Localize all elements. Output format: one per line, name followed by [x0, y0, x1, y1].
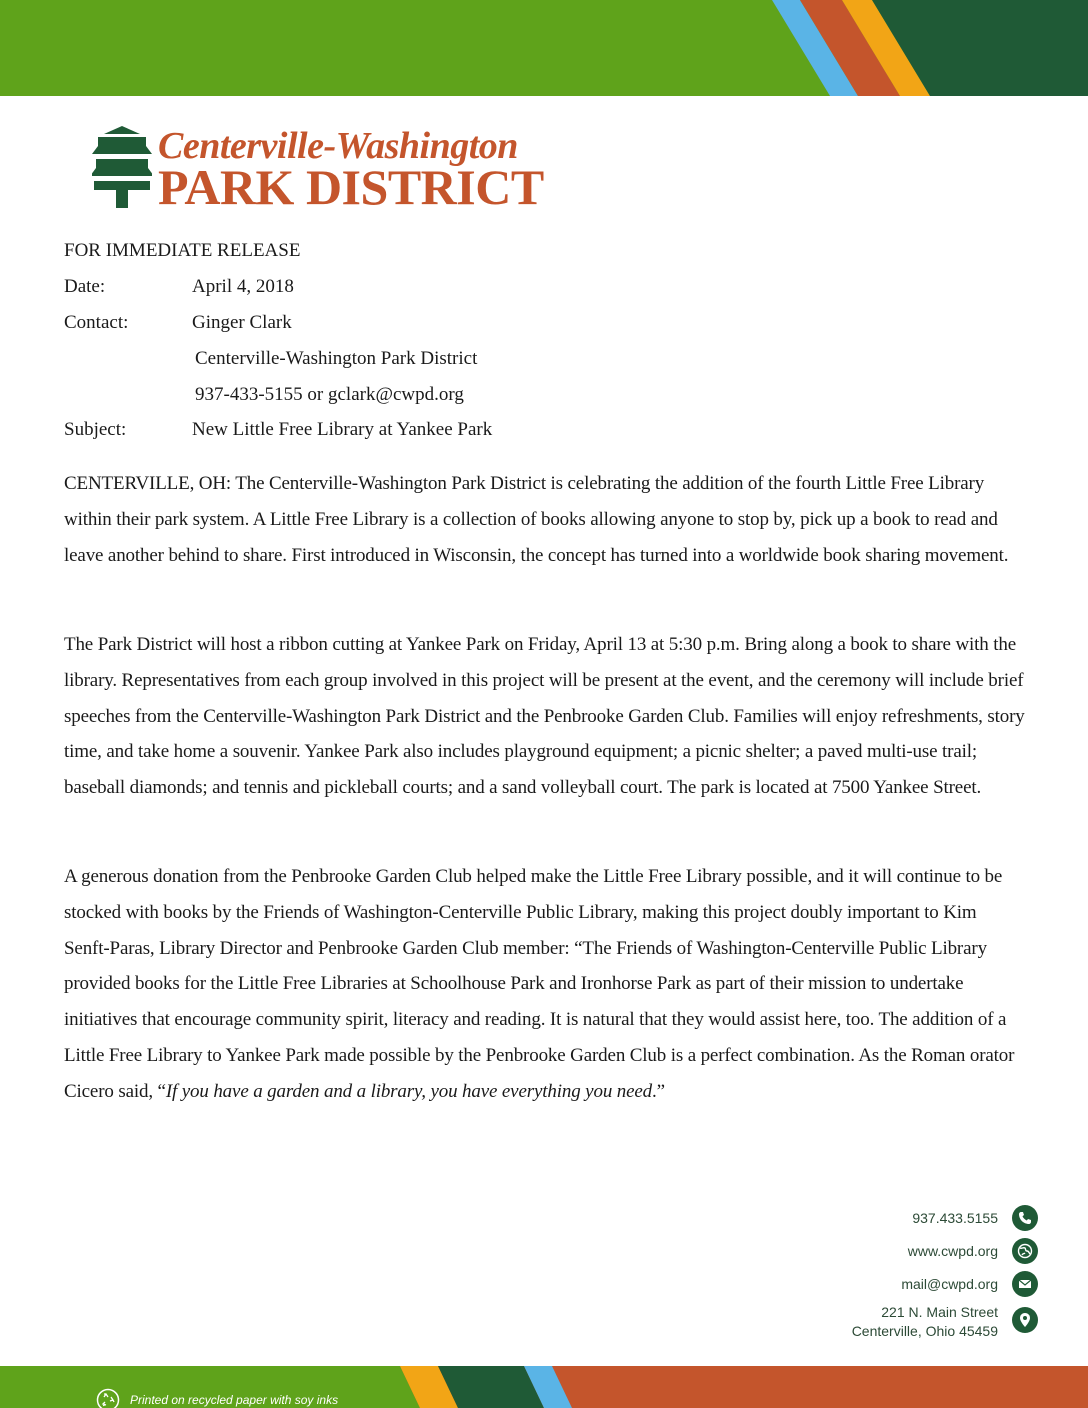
- contact-email-row: [798, 1270, 1038, 1298]
- envelope-icon: [1012, 1271, 1038, 1297]
- contact-address-line2: Centerville, Ohio 45459: [851, 1323, 998, 1339]
- contact-address-row: [798, 1304, 1038, 1340]
- park-district-logo: [92, 124, 562, 214]
- map-pin-icon: [1012, 1307, 1038, 1333]
- globe-icon: [1012, 1238, 1038, 1264]
- recycled-note: [96, 1388, 338, 1408]
- release-heading: FOR IMMEDIATE RELEASE: [64, 240, 301, 261]
- contact-row: [64, 312, 292, 334]
- recycle-icon: [96, 1388, 120, 1408]
- contact-info: 937-433-5155 or gclark@cwpd.org: [195, 384, 464, 405]
- body-paragraph-2: The Park District will host a ribbon cutting at Yankee Park on Friday, April 13 at 5:30 p.m. Bring along a book to share with the library. Representatives from each group involved in this project will be present at the event, and the ceremony will include brief speeches from the Centerville-Washington Park District and the Penbrooke Garden Club. Families will enjoy refreshments, story time, and take home a souvenir. Yankee Park also includes playground equipment; a picnic shelter; a paved multi-use trail; baseball diamonds; and tennis and pickleball courts; and a sand volleyball court. The park is located at 7500 Yankee Street.: [64, 634, 1025, 799]
- contact-phone-row: [798, 1204, 1038, 1232]
- contact-email[interactable]: mail@cwpd.org: [901, 1276, 998, 1292]
- recycled-text: Printed on recycled paper with soy inks: [130, 1393, 339, 1407]
- tree-logo-icon: [92, 126, 152, 210]
- contact-org: Centerville-Washington Park District: [195, 348, 478, 369]
- contact-website[interactable]: www.cwpd.org: [907, 1243, 998, 1259]
- date-row: [64, 276, 294, 298]
- body-paragraph-3-end: .”: [652, 1080, 665, 1102]
- phone-icon: [1012, 1205, 1038, 1231]
- subject-value: New Little Free Library at Yankee Park: [192, 419, 493, 440]
- body-paragraph-3-main: A generous donation from the Penbrooke Garden Club helped make the Little Free Library possible, and it will continue to be stocked with books by the Friends of Washington-Centerville Public Library, making this project doubly important to Kim Senft-Paras, Library Director and Penbrooke Garden Club member: “The Friends of Washington-Centerville Public Library provided books for the Little Free Libraries at Schoolhouse Park and Ironhorse Park as part of their mission to undertake initiatives that encourage community spirit, literacy and reading. It is natural that they would assist here, too. The addition of a Little Free Library to Yankee Park made possible by the Penbrooke Garden Club is a perfect combination. As the Roman orator Cicero said, “: [64, 866, 1015, 1102]
- contact-address-line1: 221 N. Main Street: [881, 1304, 998, 1320]
- contact-phone[interactable]: 937.433.5155: [912, 1210, 998, 1226]
- body-paragraph-1: CENTERVILLE, OH: The Centerville-Washington Park District is celebrating the addition of the fourth Little Free Library within their park system. A Little Free Library is a collection of books allowing anyone to stop by, pick up a book to read and leave another behind to share. First introduced in Wisconsin, the concept has turned into a worldwide book sharing movement.: [64, 473, 1009, 566]
- top-banner: [0, 0, 1088, 96]
- logo-name-line2: PARK DISTRICT: [158, 159, 544, 215]
- logo-name-line1: Centerville-Washington: [158, 125, 518, 167]
- date-value: April 4, 2018: [192, 276, 294, 297]
- contact-website-row: [798, 1237, 1038, 1265]
- date-label: Date:: [64, 276, 106, 297]
- contact-name: Ginger Clark: [192, 312, 292, 333]
- contact-label: Contact:: [64, 312, 129, 333]
- body-paragraph-3: [64, 859, 1026, 1110]
- subject-row: [64, 419, 492, 441]
- cicero-quote: If you have a garden and a library, you have everything you need: [165, 1080, 653, 1102]
- subject-label: Subject:: [64, 419, 127, 440]
